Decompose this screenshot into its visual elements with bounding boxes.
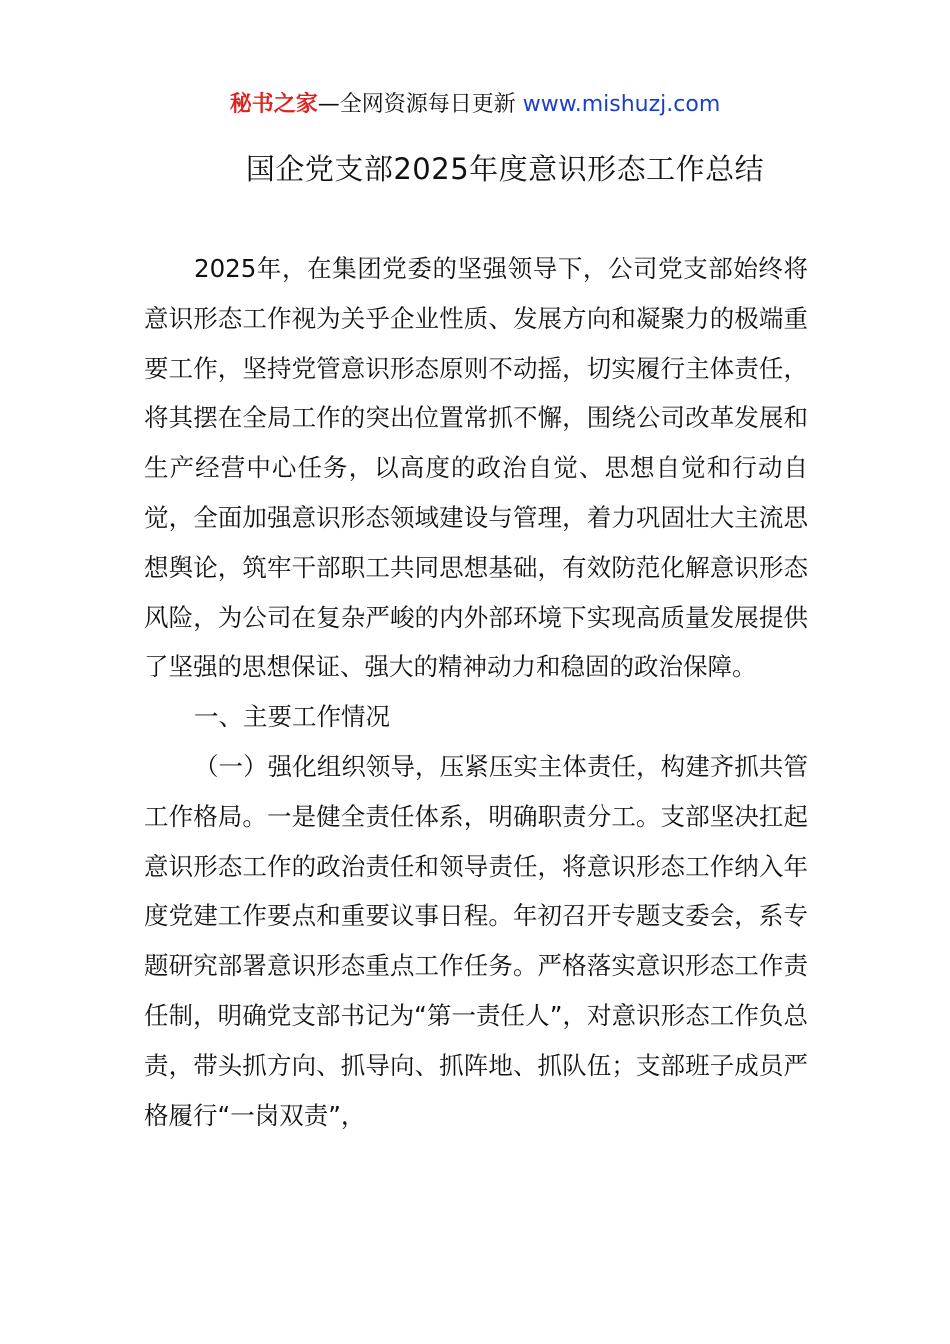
section-heading: 一、主要工作情况 — [194, 702, 390, 732]
intro-paragraph: 2025年，在集团党委的坚强领导下，公司党支部始终将意识形态工作视为关乎企业性质、发展方向和凝聚力的极端重要工作，坚持党管意识形态原则不动摇，切实履行主体责任，将其摆在全局工作的突出位置常抓不懈，围绕公司改革发展和生产经营中心任务，以高度的政治自觉、思想自觉和行动自觉，全面加强意识形态领域建设与管理，着力巩固壮大主流思想舆论，筑牢干部职工共同思想基础，有效防范化解意识形态风险，为公司在复杂严峻的内外部环境下实现高质量发展提供了坚强的思想保证、强大的精神动力和稳固的政治保障。 — [144, 254, 808, 682]
site-header — [0, 88, 950, 122]
subsection-paragraph: （一）强化组织领导，压紧压实主体责任，构建齐抓共管工作格局。一是健全责任体系，明确职责分工。支部坚决扛起意识形态工作的政治责任和领导责任，将意识形态工作纳入年度党建工作要点和重要议事日程。年初召开专题支委会，系专题研究部署意识形态重点工作任务。严格落实意识形态工作责任制，明确党支部书记为“第一责任人”，对意识形态工作负总责，带头抓方向、抓导向、抓阵地、抓队伍；支部班子成员严格履行“一岗双责”， — [144, 751, 808, 1130]
header-tagline: —全网资源每日更新 — [317, 92, 523, 117]
document-body — [144, 244, 808, 1140]
document-title: 国企党支部2025年度意识形态工作总结 — [245, 152, 765, 186]
site-url-link[interactable]: www.mishuzj.com — [522, 92, 721, 117]
brand-name: 秘书之家 — [229, 92, 318, 117]
